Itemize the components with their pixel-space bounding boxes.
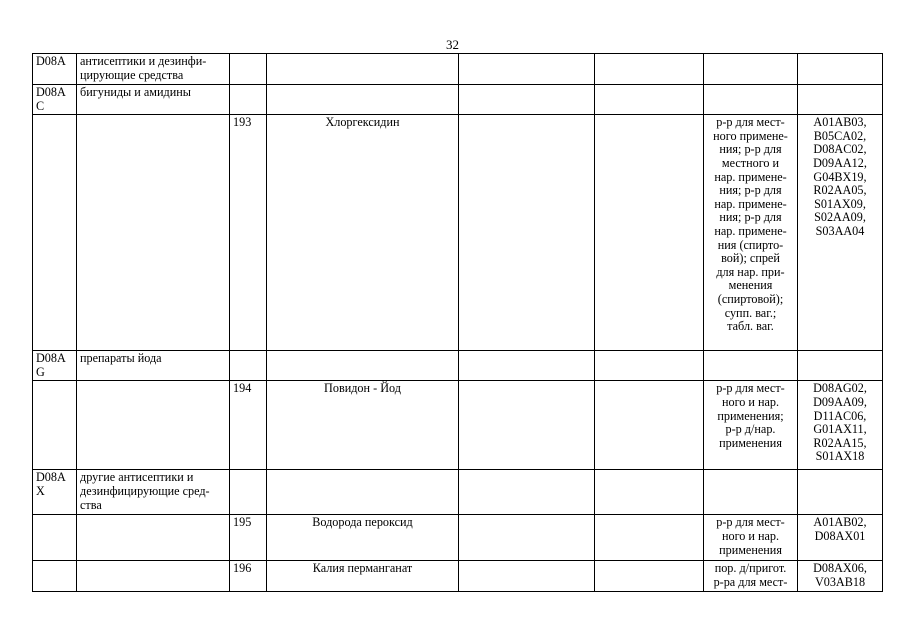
table-row — [33, 470, 883, 515]
empty-cell — [77, 115, 230, 351]
atc-group-code: D08A C — [33, 85, 77, 115]
drug-table — [32, 53, 883, 592]
empty-cell — [33, 115, 77, 351]
atc-group-code: D08A X — [33, 470, 77, 515]
drug-name: Хлоргексидин — [267, 115, 459, 351]
drug-name: Повидон - Йод — [267, 381, 459, 470]
empty-cell — [267, 54, 459, 85]
empty-cell — [595, 561, 704, 592]
atc-group-name: антисептики и дезинфи- цирующие средства — [77, 54, 230, 85]
drug-number: 193 — [230, 115, 267, 351]
empty-cell — [595, 115, 704, 351]
atc-codes: D08AX06, V03AB18 — [798, 561, 883, 592]
empty-cell — [704, 85, 798, 115]
drug-number: 196 — [230, 561, 267, 592]
empty-cell — [267, 85, 459, 115]
atc-codes: A01AB02, D08AX01 — [798, 515, 883, 561]
empty-cell — [459, 115, 595, 351]
empty-cell — [459, 470, 595, 515]
atc-group-code: D08A G — [33, 351, 77, 381]
table-row — [33, 85, 883, 115]
empty-cell — [798, 85, 883, 115]
empty-cell — [77, 381, 230, 470]
table-row — [33, 54, 883, 85]
page-number: 32 — [446, 37, 459, 52]
dosage-forms: р-р для мест- ного и нар. применения — [704, 515, 798, 561]
empty-cell — [459, 85, 595, 115]
empty-cell — [459, 351, 595, 381]
empty-cell — [33, 381, 77, 470]
table-row — [33, 561, 883, 592]
empty-cell — [230, 85, 267, 115]
drug-name: Калия перманганат — [267, 561, 459, 592]
atc-codes: D08AG02, D09AA09, D11AC06, G01AX11, R02AA15, S01AX18 — [798, 381, 883, 470]
empty-cell — [595, 381, 704, 470]
atc-group-name: препараты йода — [77, 351, 230, 381]
empty-cell — [595, 470, 704, 515]
empty-cell — [798, 54, 883, 85]
empty-cell — [595, 85, 704, 115]
empty-cell — [798, 351, 883, 381]
table-row — [33, 381, 883, 470]
empty-cell — [267, 351, 459, 381]
empty-cell — [230, 54, 267, 85]
empty-cell — [459, 561, 595, 592]
empty-cell — [77, 561, 230, 592]
empty-cell — [267, 470, 459, 515]
atc-group-name: другие антисептики и дезинфицирующие сред- ства — [77, 470, 230, 515]
empty-cell — [798, 470, 883, 515]
dosage-forms: р-р для мест- ного и нар. применения; р-р д/нар. применения — [704, 381, 798, 470]
table-row — [33, 515, 883, 561]
dosage-forms: р-р для мест- ного примене- ния; р-р для местного и нар. примене- ния; р-р для нар. примене- ния; р-р для нар. примене- ния (спирто- вой); спрей для нар. при- менения (спиртовой); супп. ваг.; табл. ваг. — [704, 115, 798, 351]
empty-cell — [704, 54, 798, 85]
atc-group-name: бигуниды и амидины — [77, 85, 230, 115]
drug-number: 195 — [230, 515, 267, 561]
empty-cell — [704, 470, 798, 515]
atc-codes: A01AB03, B05CA02, D08AC02, D09AA12, G04BX19, R02AA05, S01AX09, S02AA09, S03AA04 — [798, 115, 883, 351]
table-row — [33, 115, 883, 351]
empty-cell — [704, 351, 798, 381]
empty-cell — [230, 351, 267, 381]
table-row — [33, 351, 883, 381]
empty-cell — [595, 351, 704, 381]
empty-cell — [230, 470, 267, 515]
empty-cell — [459, 381, 595, 470]
empty-cell — [459, 515, 595, 561]
empty-cell — [77, 515, 230, 561]
drug-name: Водорода пероксид — [267, 515, 459, 561]
empty-cell — [33, 561, 77, 592]
drug-number: 194 — [230, 381, 267, 470]
dosage-forms: пор. д/пригот. р-ра для мест- — [704, 561, 798, 592]
empty-cell — [595, 54, 704, 85]
empty-cell — [33, 515, 77, 561]
empty-cell — [459, 54, 595, 85]
atc-group-code: D08A — [33, 54, 77, 85]
empty-cell — [595, 515, 704, 561]
